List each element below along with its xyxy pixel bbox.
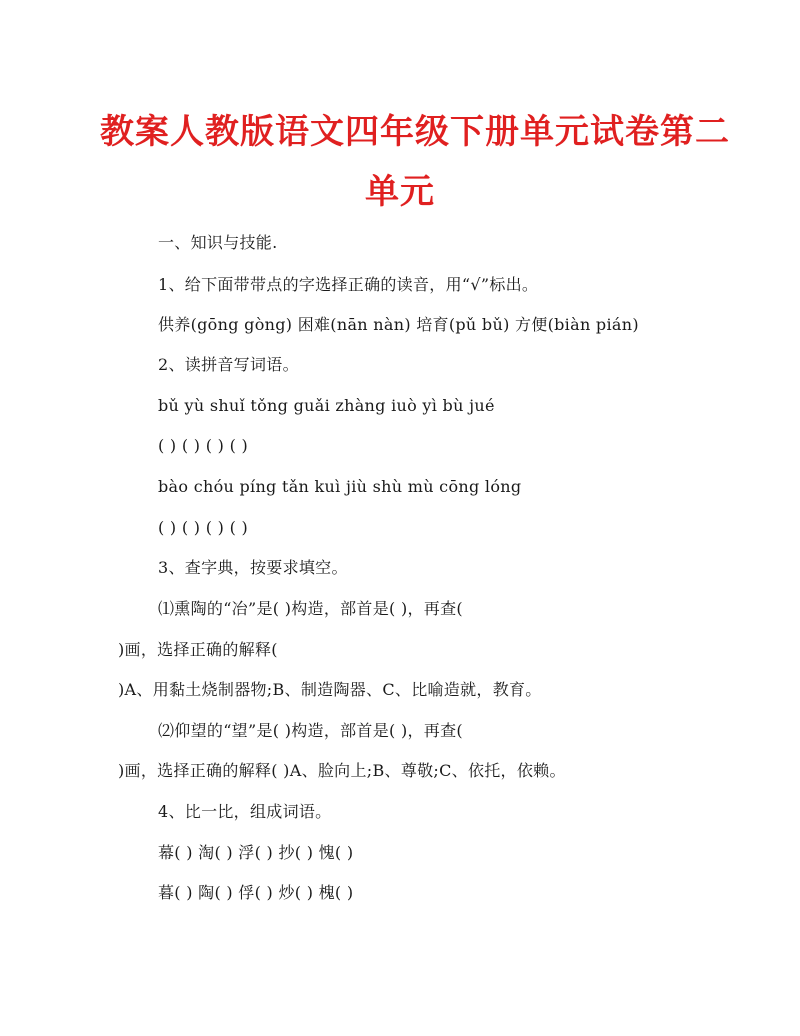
- document-title-line-1: 教案人教版语文四年级下册单元试卷第二: [100, 112, 730, 152]
- section-heading-knowledge-skills: 一、知识与技能.: [158, 233, 278, 252]
- question-3-part-1-line-3: )A、用黏土烧制器物;B、制造陶器、C、比喻造就，教育。: [118, 680, 542, 699]
- question-2-instruction: 2、读拼音写词语。: [158, 355, 299, 374]
- question-2-blanks-row-2: ( ) ( ) ( ) ( ): [158, 518, 249, 537]
- question-3-part-2-line-1: ⑵仰望的“望”是( )构造，部首是( )，再查(: [158, 721, 463, 740]
- document-title-line-2: 单元: [365, 172, 435, 212]
- question-2-pinyin-row-2: bào chóu píng tǎn kuì jiù shù mù cōng lóng: [158, 477, 522, 496]
- question-4-instruction: 4、比一比，组成词语。: [158, 802, 332, 821]
- question-1-items: 供养(gōng gòng) 困难(nān nàn) 培育(pǔ bǔ) 方便(biàn pián): [158, 315, 639, 334]
- question-3-part-1-line-1: ⑴熏陶的“冶”是( )构造，部首是( )，再查(: [158, 599, 463, 618]
- question-4-row-2: 暮( ) 陶( ) 俘( ) 炒( ) 槐( ): [158, 883, 354, 902]
- question-2-blanks-row-1: ( ) ( ) ( ) ( ): [158, 436, 249, 455]
- question-2-pinyin-row-1: bǔ yù shuǐ tǒng guǎi zhàng iuò yì bù jué: [158, 396, 495, 415]
- question-4-row-1: 幕( ) 淘( ) 浮( ) 抄( ) 愧( ): [158, 843, 354, 862]
- question-3-instruction: 3、查字典，按要求填空。: [158, 558, 348, 577]
- question-3-part-2-line-2: )画，选择正确的解释( )A、脸向上;B、尊敬;C、依托，依赖。: [118, 761, 566, 780]
- question-3-part-1-line-2: )画，选择正确的解释(: [118, 640, 278, 659]
- question-1-instruction: 1、给下面带带点的字选择正确的读音，用“√”标出。: [158, 275, 539, 294]
